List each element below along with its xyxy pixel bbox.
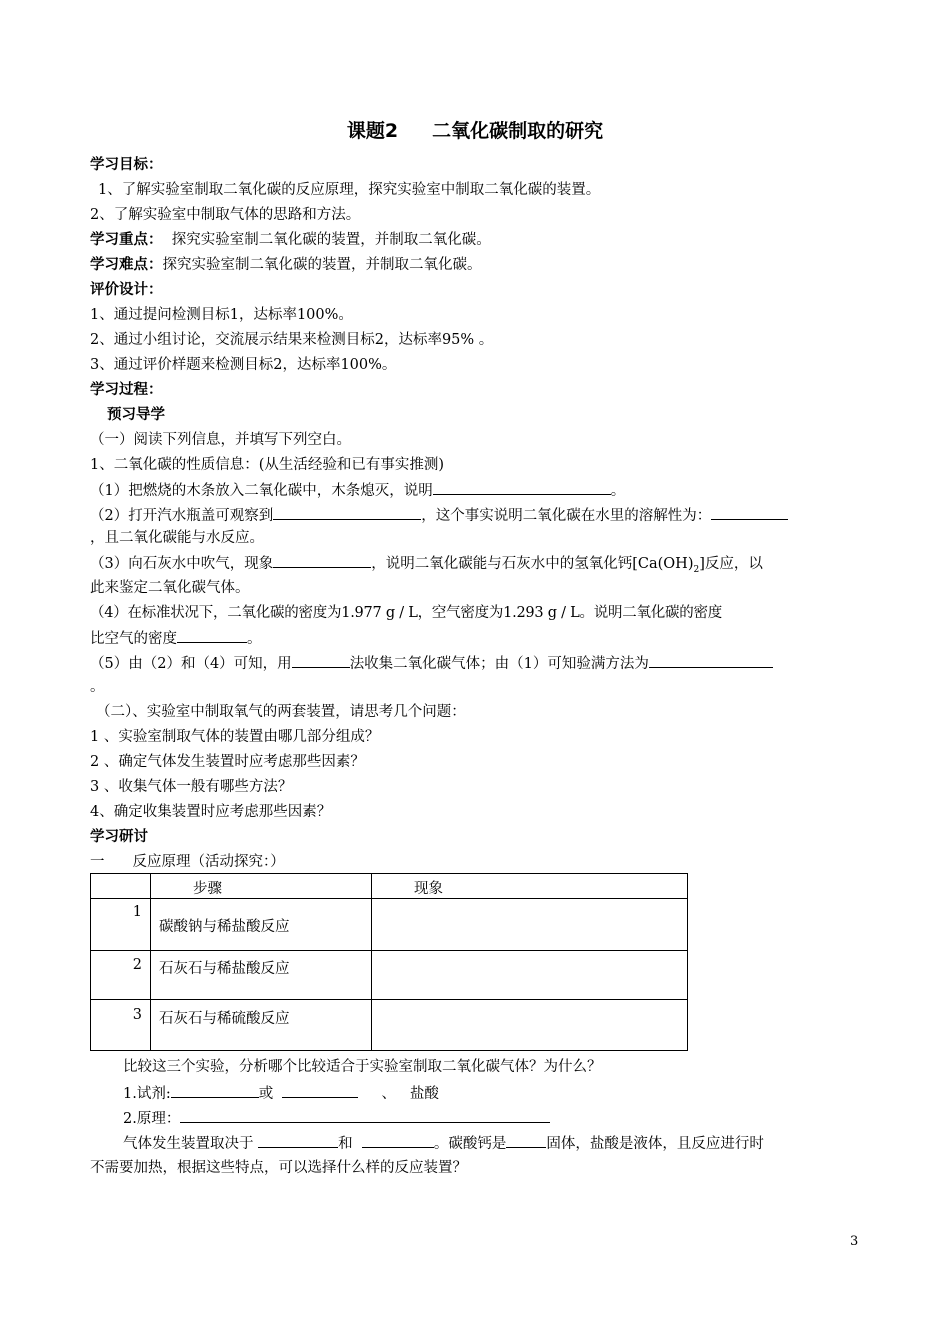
- table-row: [91, 899, 688, 951]
- section-number: 一: [90, 854, 105, 870]
- section-heading: [90, 852, 855, 872]
- question-3: [90, 553, 855, 580]
- experiment-table: [90, 873, 688, 1051]
- row-step: 碳酸钠与稀盐酸反应: [151, 899, 372, 951]
- question-5-end: 。: [90, 679, 105, 695]
- q2-text: （2）打开汽水瓶盖可观察到: [90, 508, 274, 524]
- preview-heading: 预习导学: [107, 407, 165, 423]
- row-phenomenon-cell[interactable]: [372, 899, 688, 951]
- q2-blank-2[interactable]: [711, 505, 788, 520]
- q1-end: 。: [610, 483, 626, 499]
- row-phenomenon-cell[interactable]: [372, 1000, 688, 1051]
- row-number: 3: [91, 1000, 151, 1051]
- reagent-blank-2[interactable]: [282, 1083, 358, 1098]
- q4-text: 比空气的密度: [90, 631, 177, 647]
- title-lesson: 课题2: [346, 120, 399, 142]
- principle-line: [123, 1108, 888, 1129]
- q4-end: 。: [247, 631, 262, 647]
- q4-blank[interactable]: [177, 628, 247, 643]
- goals-heading: 学习目标：: [90, 157, 163, 173]
- table-row: [91, 951, 688, 1000]
- goal-2: 2、了解实验室中制取气体的思路和方法。: [90, 207, 361, 223]
- question-5: [90, 653, 855, 674]
- part2-q3: 3 、收集气体一般有哪些方法？: [90, 779, 293, 795]
- part2-q2: 2 、确定气体发生装置时应考虑那些因素？: [90, 754, 365, 770]
- evaluation-heading: 评价设计：: [90, 282, 163, 298]
- evaluation-1: 1、通过提问检测目标1，达标率100%。: [90, 307, 353, 323]
- q1-text: （1）把燃烧的木条放入二氧化碳中，木条熄灭，说明: [90, 483, 433, 499]
- row-number: 2: [91, 951, 151, 1000]
- difficulty-label: 学习难点：: [90, 257, 163, 273]
- principle-label: 2.原理：: [123, 1111, 181, 1127]
- key-point: [90, 230, 855, 250]
- title-topic: 二氧化碳制取的研究: [432, 120, 604, 142]
- evaluation-2: 2、通过小组讨论，交流展示结果来检测目标2，达标率95% 。: [90, 332, 494, 348]
- gas-device-cont: 不需要加热，根据这些特点，可以选择什么样的反应装置？: [90, 1160, 467, 1176]
- gas-text-3: 固体，盐酸是液体，且反应进行时: [546, 1136, 764, 1152]
- q3-text-3: ]反应，以: [699, 556, 763, 572]
- page-title: [0, 116, 950, 143]
- part2-q1: 1 、实验室制取气体的装置由哪几部分组成？: [90, 729, 380, 745]
- reagent-label: 1.试剂:: [123, 1086, 171, 1102]
- row-step: 石灰石与稀硫酸反应: [151, 1000, 372, 1051]
- part2-intro: （二）、实验室中制取氧气的两套装置，请思考几个问题：: [96, 704, 466, 720]
- gas-device-line: [123, 1133, 888, 1154]
- q2-blank-1[interactable]: [273, 505, 421, 520]
- study-heading: 学习研讨: [90, 829, 148, 845]
- gas-and: 和: [338, 1136, 353, 1152]
- question-4: （4）在标准状况下，二氧化碳的密度为1.977 g / L，空气密度为1.293 g / L。说明二氧化碳的密度: [90, 605, 722, 621]
- reagent-separator: 、: [381, 1086, 396, 1102]
- gas-blank-2[interactable]: [362, 1133, 434, 1148]
- row-number: 1: [91, 899, 151, 951]
- compare-question: 比较这三个实验，分析哪个比较适合于实验室制取二氧化碳气体？为什么？: [123, 1059, 602, 1075]
- reagent-blank-1[interactable]: [171, 1083, 259, 1098]
- principle-blank[interactable]: [180, 1108, 550, 1123]
- row-step: 石灰石与稀盐酸反应: [151, 951, 372, 1000]
- q3-text: （3）向石灰水中吹气，现象: [90, 556, 274, 572]
- q5-blank-1[interactable]: [292, 653, 350, 668]
- question-3-cont: 此来鉴定二氧化碳气体。: [90, 580, 250, 596]
- part1-intro: （一）阅读下列信息，并填写下列空白。: [90, 432, 351, 448]
- part2-q4: 4、确定收集装置时应考虑那些因素？: [90, 804, 332, 820]
- q1-blank[interactable]: [433, 480, 611, 495]
- page-number: 3: [850, 1234, 859, 1249]
- reagent-acid: 盐酸: [409, 1086, 439, 1102]
- co2-properties: 1、二氧化碳的性质信息：(从生活经验和已有事实推测): [90, 457, 445, 473]
- gas-text-1: 气体发生装置取决于: [123, 1136, 254, 1152]
- q5-blank-2[interactable]: [649, 653, 773, 668]
- question-2: [90, 505, 855, 526]
- gas-blank-3[interactable]: [506, 1133, 546, 1148]
- difficulty-point: [90, 255, 855, 275]
- q5-text-2: 法收集二氧化碳气体；由（1）可知验满方法为: [349, 656, 649, 672]
- table-header-row: [91, 874, 688, 899]
- q2-text-2: ，这个事实说明二氧化碳在水里的溶解性为：: [421, 508, 712, 524]
- goal-1: 1、了解实验室制取二氧化碳的反应原理，探究实验室中制取二氧化碳的装置。: [98, 182, 601, 198]
- gas-text-2: 。碳酸钙是: [433, 1136, 507, 1152]
- q3-text-2: ，说明二氧化碳能与石灰水中的氢氧化钙[Ca(OH): [371, 556, 694, 572]
- question-1: [90, 480, 855, 501]
- reagent-or: 或: [258, 1086, 274, 1102]
- gas-blank-1[interactable]: [258, 1133, 338, 1148]
- question-4-cont: [90, 628, 855, 649]
- question-2-cont: ，且二氧化碳能与水反应。: [90, 530, 264, 546]
- row-phenomenon-cell[interactable]: [372, 951, 688, 1000]
- table-header-steps: 步骤: [151, 874, 372, 899]
- process-heading: 学习过程：: [90, 382, 163, 398]
- q5-text: （5）由（2）和（4）可知，用: [90, 656, 292, 672]
- section-title: 反应原理（活动探究：）: [132, 854, 285, 870]
- reagent-line: [123, 1083, 888, 1104]
- table-row: [91, 1000, 688, 1051]
- q3-subscript: 2: [693, 564, 700, 575]
- table-header-blank: [91, 874, 151, 899]
- key-text: 探究实验室制二氧化碳的装置，并制取二氧化碳。: [171, 232, 491, 248]
- evaluation-3: 3、通过评价样题来检测目标2，达标率100%。: [90, 357, 397, 373]
- difficulty-text: 探究实验室制二氧化碳的装置，并制取二氧化碳。: [162, 257, 482, 273]
- table-header-phenomenon: 现象: [372, 874, 688, 899]
- key-label: 学习重点：: [90, 232, 163, 248]
- q3-blank[interactable]: [273, 553, 371, 568]
